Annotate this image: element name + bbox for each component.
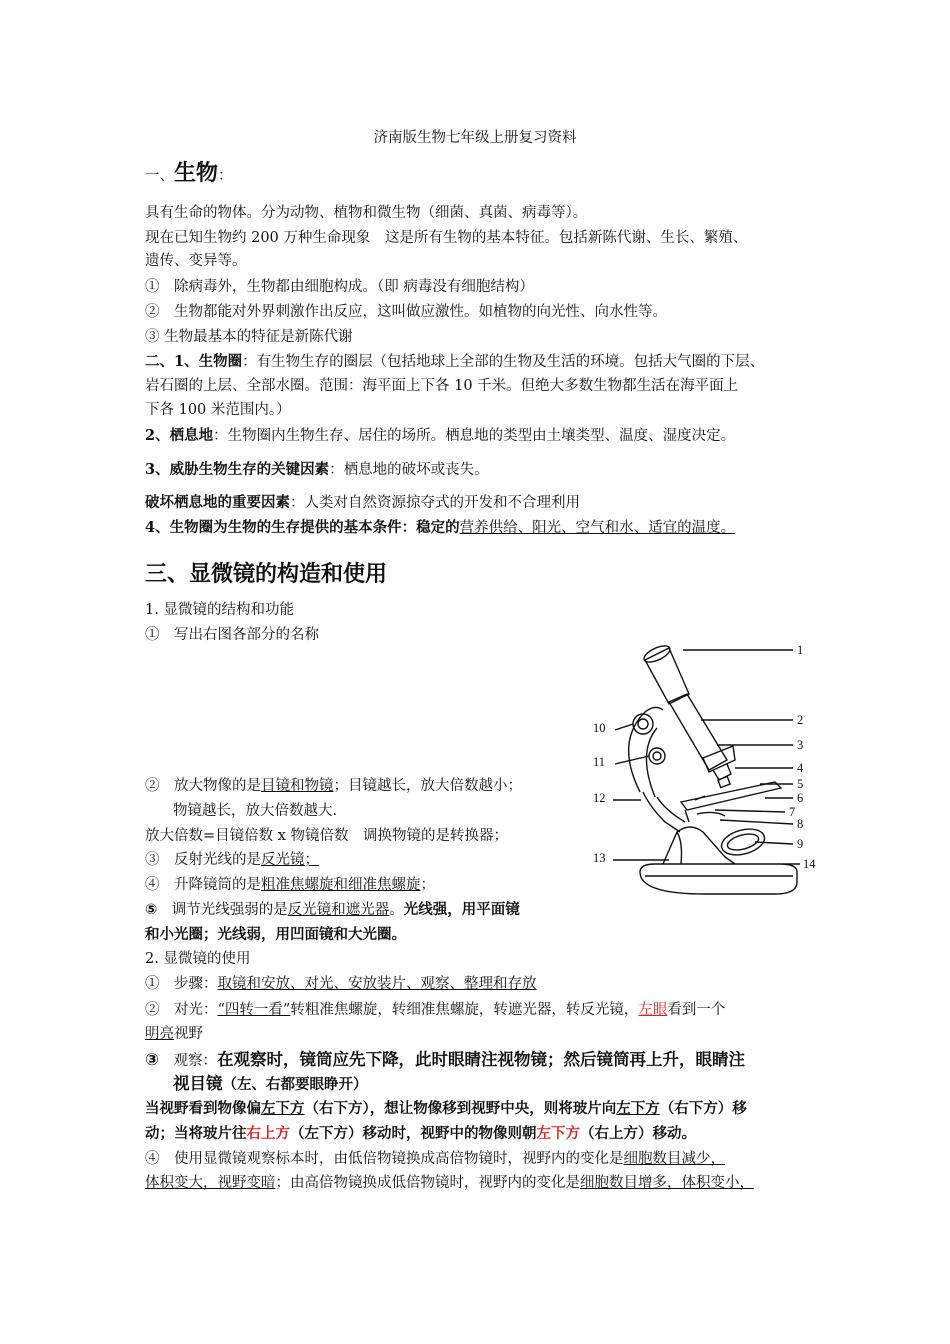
list-item: [145, 776, 522, 796]
text: ④ 使用显微镜观察标本时，由低倍物镜换成高倍物镜时，视野内的变化是: [145, 1151, 624, 1167]
red-text: 左下方: [536, 1125, 580, 1142]
paragraph: [145, 352, 764, 372]
text: （右下方），想让物像移到视野中央，则将玻片向: [304, 1100, 617, 1117]
paragraph: 具有生命的物体。分为动物、植物和微生物（细菌、真菌、病毒等）。: [145, 205, 588, 221]
list-item: [145, 974, 537, 994]
list-item: [145, 875, 435, 895]
heading-text: 生物: [174, 161, 219, 186]
paragraph: 下各 100 米范围内。）: [145, 402, 291, 418]
bold-text: 光线强，用平面镜: [403, 901, 520, 918]
diagram-label-14: 14: [803, 857, 816, 871]
heading-number: 一、: [145, 168, 174, 184]
pillar-shape: [663, 827, 735, 864]
paragraph: 岩石圈的上层、全部水圈。范围：海平面上下各 10 千米。但绝大多数生物都生活在海平面上: [145, 378, 739, 394]
paragraph: 现在已知生物约 200 万种生命现象 这是所有生物的基本特征。包括新陈代谢、生长、繁殖、: [145, 230, 748, 246]
text: ② 放大物像的是: [145, 778, 261, 794]
diagram-label-9: 9: [797, 837, 804, 851]
red-text: 右上方: [246, 1125, 290, 1142]
document-title: 济南版生物七年级上册复习资料: [373, 130, 577, 146]
bold-term: 破坏栖息地的重要因素: [145, 494, 290, 511]
text: ：人类对自然资源掠夺式的开发和不合理利用: [290, 495, 580, 511]
bold-text: 视目镜: [173, 1074, 223, 1093]
bold-text: 在观察时，镜筒应先下降，此时眼睛注视物镜；然后镜筒再上升，眼睛注: [216, 1050, 745, 1069]
subheading: 1. 显微镜的结构和功能: [145, 602, 294, 618]
base-shape: [640, 864, 797, 894]
stage: [681, 782, 781, 810]
diagram-label-8: 8: [797, 817, 804, 831]
text: 观察：: [158, 1053, 217, 1069]
diagram-label-1: 1: [797, 643, 804, 657]
diagram-label-5: 5: [797, 777, 804, 791]
list-item: ③ 生物最基本的特征是新陈代谢: [145, 329, 353, 345]
underlined-text: 取镜和安放、对光、安放装片、观察、整理和存放: [217, 976, 537, 992]
underlined-text: 左下方: [261, 1100, 305, 1117]
paragraph: [145, 1124, 696, 1144]
text: 视野: [174, 1026, 203, 1042]
list-item-cont: [145, 1024, 203, 1044]
section-3-heading: 三、显微镜的构造和使用: [145, 562, 388, 587]
diagram-label-11: 11: [593, 755, 606, 769]
underlined-text: 明亮: [145, 1026, 174, 1042]
nosepiece: [703, 746, 735, 772]
text: ：生物圈内生物生存、居住的场所。栖息地的类型由土壤类型、温度、湿度决定。: [213, 428, 736, 444]
section-1-heading: [145, 161, 233, 186]
list-number: ③: [145, 1050, 159, 1069]
list-item: ① 除病毒外，生物都由细胞构成。（即 病毒没有细胞结构）: [145, 279, 534, 295]
bold-term: 4、生物圈为生物的生存提供的基本条件：稳定的: [145, 519, 460, 536]
underlined-text: 营养供给、阳光、空气和水、适宜的温度。: [459, 520, 736, 536]
diagram-label-6: 6: [797, 791, 804, 805]
list-item: ② 生物都能对外界刺激作出反应，这叫做应激性。如植物的向光性、向水性等。: [145, 304, 667, 320]
heading-colon: ：: [218, 168, 233, 184]
underlined-text: 反光镜和遮光器: [287, 902, 390, 918]
paragraph: 遗传、变异等。: [145, 253, 247, 269]
text: ④ 升降镜筒的是: [145, 877, 261, 893]
list-item: ① 写出右图各部分的名称: [145, 627, 319, 643]
paragraph: [145, 493, 580, 513]
list-item: [145, 900, 520, 920]
red-underlined-text: 左眼: [638, 1002, 668, 1018]
bold-term: 3、威胁生物生存的关键因素: [145, 461, 330, 478]
list-number: ⑤: [145, 902, 158, 918]
diagram-label-4: 4: [797, 761, 804, 775]
text: 看到一个: [667, 1002, 726, 1018]
bold-text: （左、右都要眼睁开）: [222, 1076, 368, 1093]
diagram-label-7: 7: [789, 805, 796, 819]
fine-knob: [649, 748, 665, 764]
list-item: [145, 850, 319, 870]
list-item-cont: [145, 1173, 754, 1193]
text: ；目镜越长，放大倍数越小；: [333, 778, 522, 794]
body-tube: [669, 694, 727, 770]
diagram-label-13: 13: [593, 851, 606, 865]
diagram-label-10: 10: [593, 721, 606, 735]
underlined-text: 左下方: [616, 1100, 660, 1117]
text: ；由高倍物镜换成低倍物镜时，视野内的变化是: [275, 1175, 580, 1191]
text: 。: [389, 902, 404, 918]
paragraph: [145, 460, 489, 480]
bold-term: 2、栖息地: [145, 427, 214, 444]
underlined-text: 细胞数目减少，: [623, 1151, 725, 1167]
underlined-text: “四转一看”: [217, 1002, 291, 1018]
subheading: 2. 显微镜的使用: [145, 951, 251, 967]
text: ① 步骤：: [145, 976, 218, 992]
diagram-label-3: 3: [797, 738, 804, 752]
text: 转粗准焦螺旋，转细准焦螺旋，转遮光器，转反光镜，: [290, 1002, 639, 1018]
paragraph: [145, 1099, 747, 1119]
text: （左下方）移动时，视野中的物像则朝: [290, 1125, 537, 1142]
diagram-label-2: 2: [797, 713, 804, 727]
text: 动；当将玻片往: [145, 1125, 247, 1142]
microscope-diagram: [585, 632, 830, 902]
text: （右下方）移: [659, 1100, 747, 1117]
paragraph: [145, 518, 735, 538]
underlined-text: 目镜和物镜: [261, 778, 334, 794]
underlined-text: 粗准焦螺旋和细准焦螺旋: [261, 877, 421, 893]
list-item: [145, 1149, 725, 1169]
text: ② 对光：: [145, 1002, 218, 1018]
paragraph: [145, 426, 735, 446]
text: ：有生物生存的圈层（包括地球上全部的生物及生活的环境。包括大气圈的下层、: [242, 354, 765, 370]
bold-text: 和小光圈；光线弱，用凹面镜和大光圈。: [145, 926, 406, 943]
text: （右上方）移动。: [580, 1125, 696, 1142]
list-item: [145, 1000, 725, 1020]
text: ：栖息地的破坏或丧失。: [329, 462, 489, 478]
paragraph: 放大倍数=目镜倍数 x 物镜倍数 调换物镜的是转换器；: [145, 828, 509, 844]
diagram-label-12: 12: [593, 791, 606, 805]
text: 当视野看到物像偏: [145, 1100, 261, 1117]
underlined-text: 反光镜；: [261, 852, 319, 868]
underlined-text: 细胞数目增多，体积变小，: [580, 1175, 754, 1191]
text: 调节光线强弱的是: [157, 902, 288, 918]
text: ；: [420, 877, 435, 893]
list-item-cont: 物镜越长，放大倍数越大.: [173, 803, 338, 819]
bold-term: 二、1、生物圈: [145, 353, 243, 370]
list-item-cont: [173, 1072, 368, 1097]
list-item: [145, 1048, 745, 1073]
underlined-text: 体积变大，视野变暗: [145, 1175, 276, 1191]
text: ③ 反射光线的是: [145, 852, 261, 868]
